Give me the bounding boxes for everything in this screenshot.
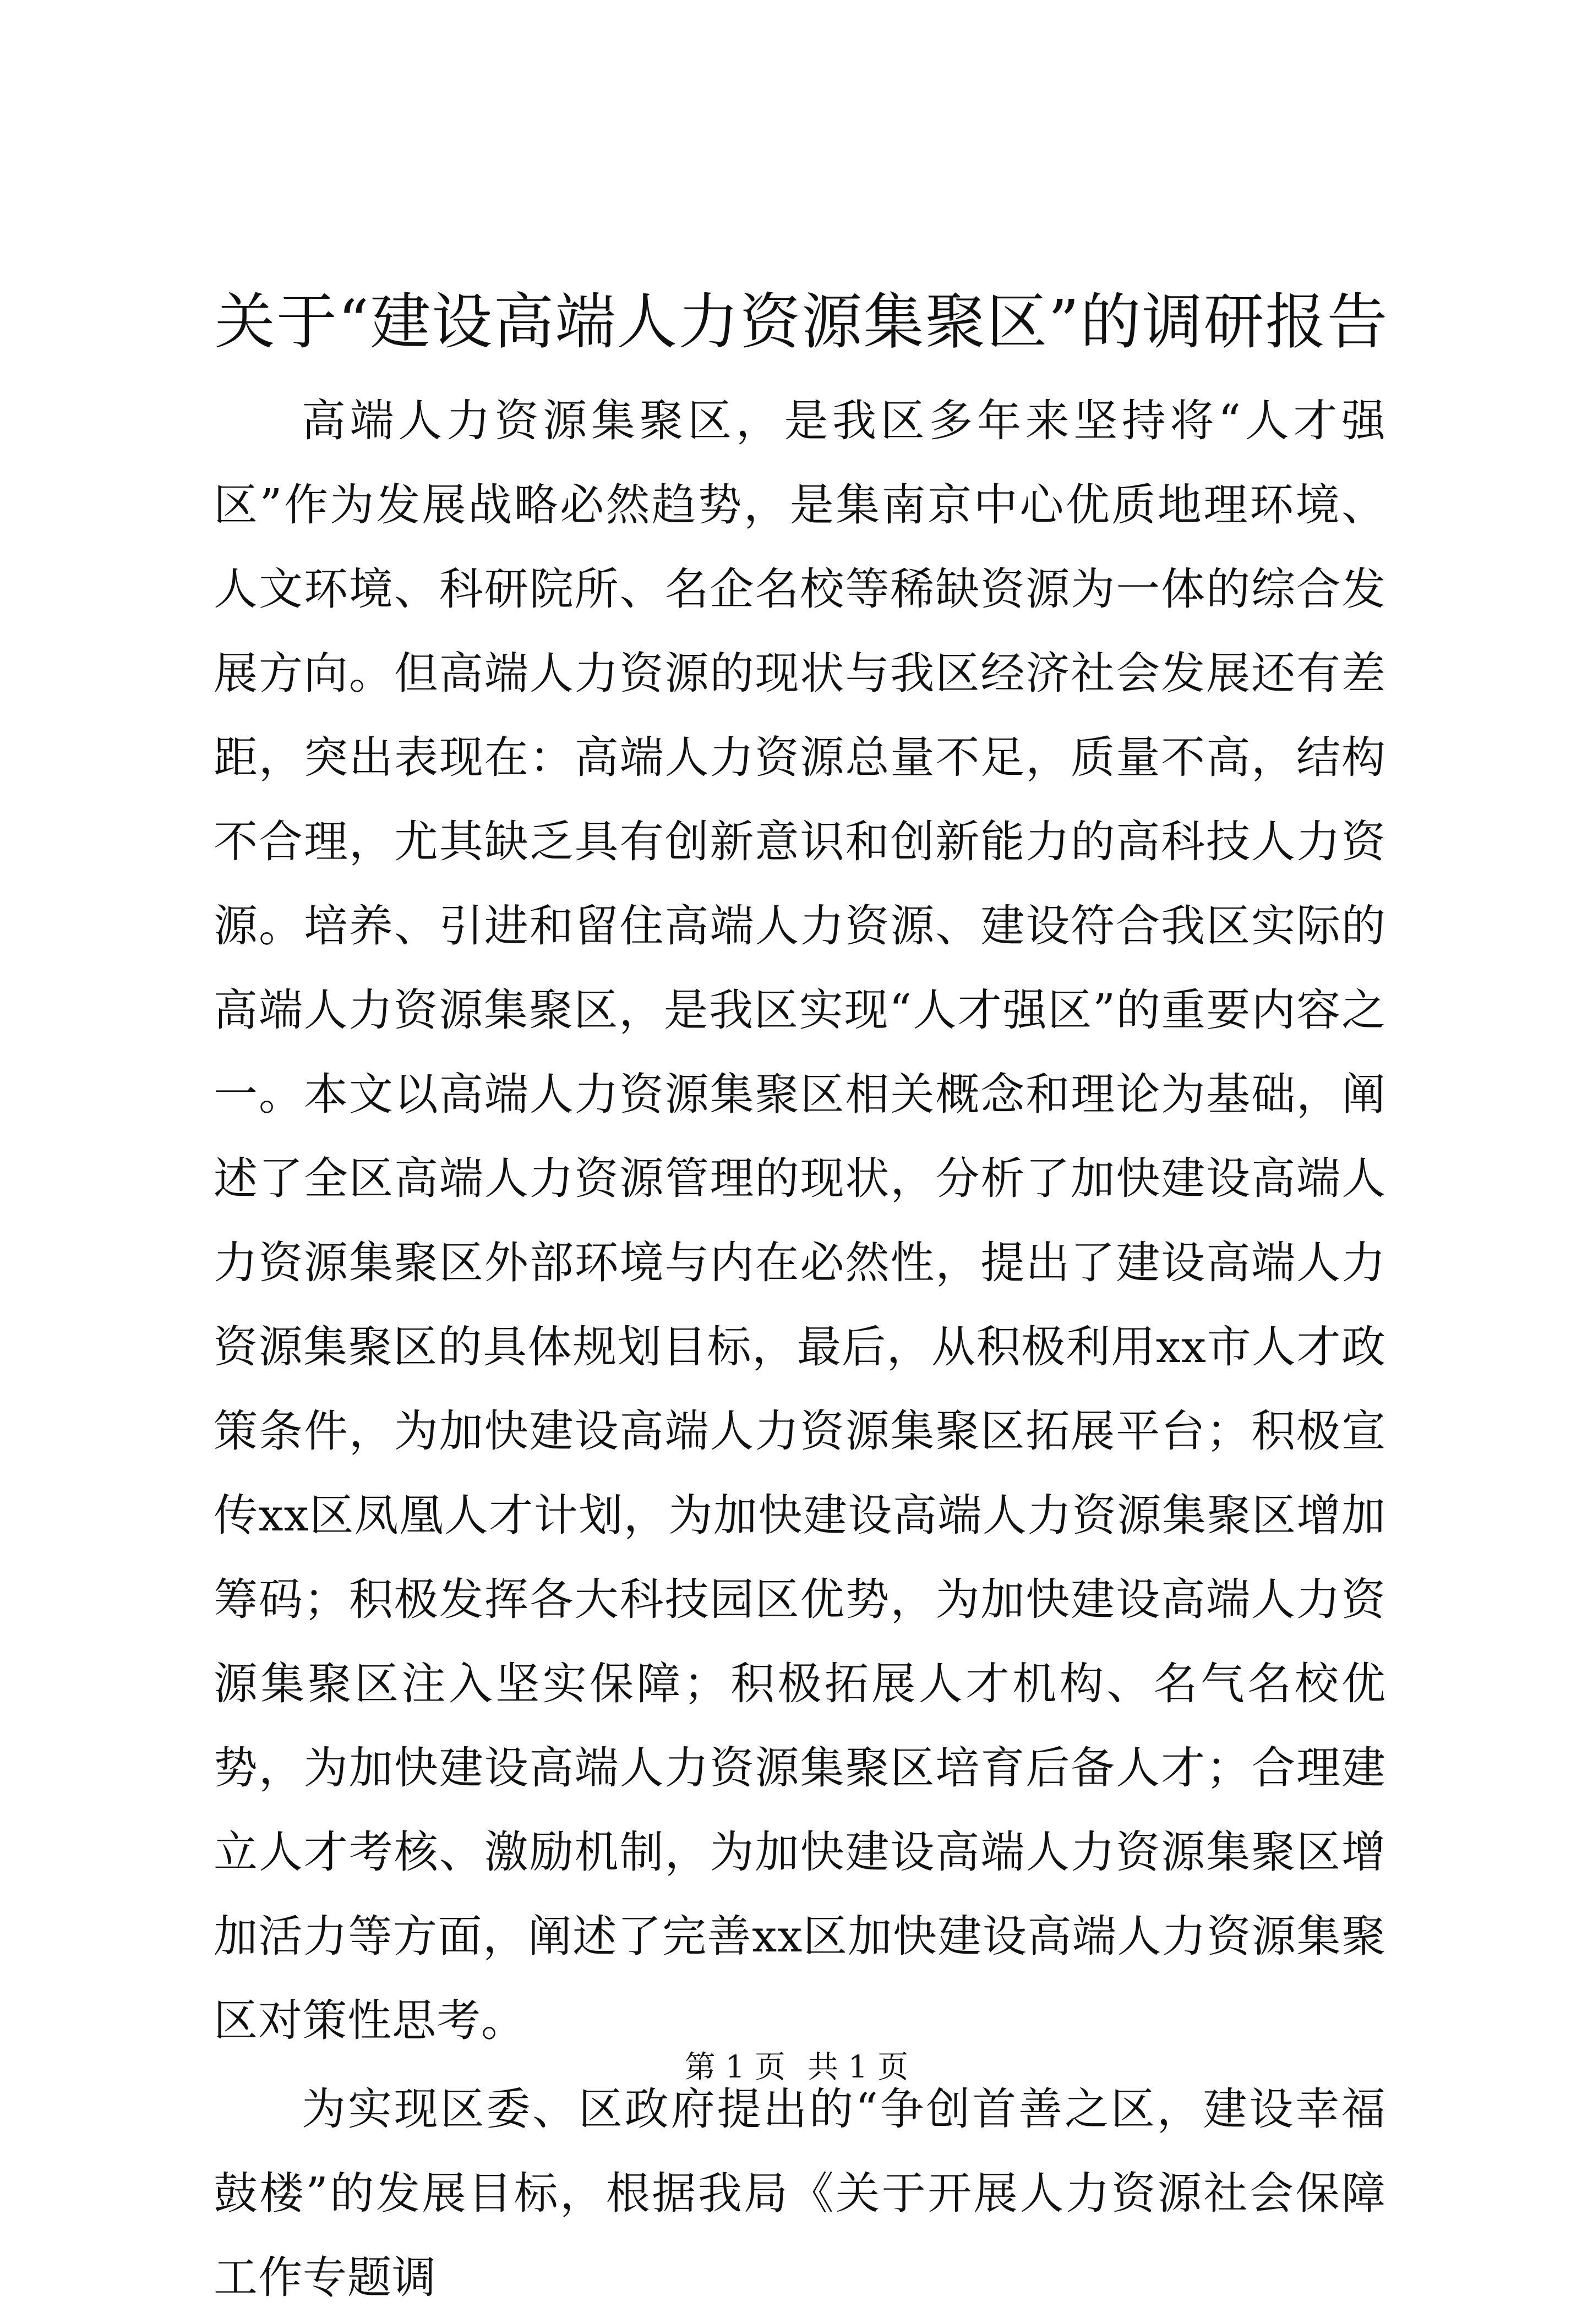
document-title: 关于“建设高端人力资源集聚区”的调研报告 (215, 287, 1389, 357)
page-total: 共 1 页 (808, 2049, 909, 2085)
body-paragraph: 高端人力资源集聚区，是我区多年来坚持将“人才强区”作为发展战略必然趋势，是集南京中心优质地理环境、人文环境、科研院所、名企名校等稀缺资源为一体的综合发展方向。但高端人力资源的现状与我区经济社会发展还有差距，突出表现在：高端人力资源总量不足，质量不高，结构不合理，尤其缺乏具有创新意识和创新能力的高科技人力资源。培养、引进和留住高端人力资源、建设符合我区实际的高端人力资源集聚区，是我区实现“人才强区”的重要内容之一。本文以高端人力资源集聚区相关概念和理论为基础，阐述了全区高端人力资源管理的现状，分析了加快建设高端人力资源集聚区外部环境与内在必然性，提出了建设高端人力资源集聚区的具体规划目标，最后，从积极利用xx市人才政策条件，为加快建设高端人力资源集聚区拓展平台；积极宣传xx区凤凰人才计划，为加快建设高端人力资源集聚区增加筹码；积极发挥各大科技园区优势，为加快建设高端人力资源集聚区注入坚实保障；积极拓展人才机构、名气名校优势，为加快建设高端人力资源集聚区培育后备人才；合理建立人才考核、激励机制，为加快建设高端人力资源集聚区增加活力等方面，阐述了完善xx区加快建设高端人力资源集聚区对策性思考。 (214, 395, 1386, 2046)
body-paragraph: 为实现区委、区政府提出的“争创首善之区，建设幸福鼓楼”的发展目标，根据我局《关于开展人力资源社会保障工作专题调 (214, 2084, 1386, 2303)
page-number: 第 1 页 (684, 2049, 785, 2085)
document-body (214, 379, 1386, 2324)
page-footer (0, 2048, 1593, 2087)
